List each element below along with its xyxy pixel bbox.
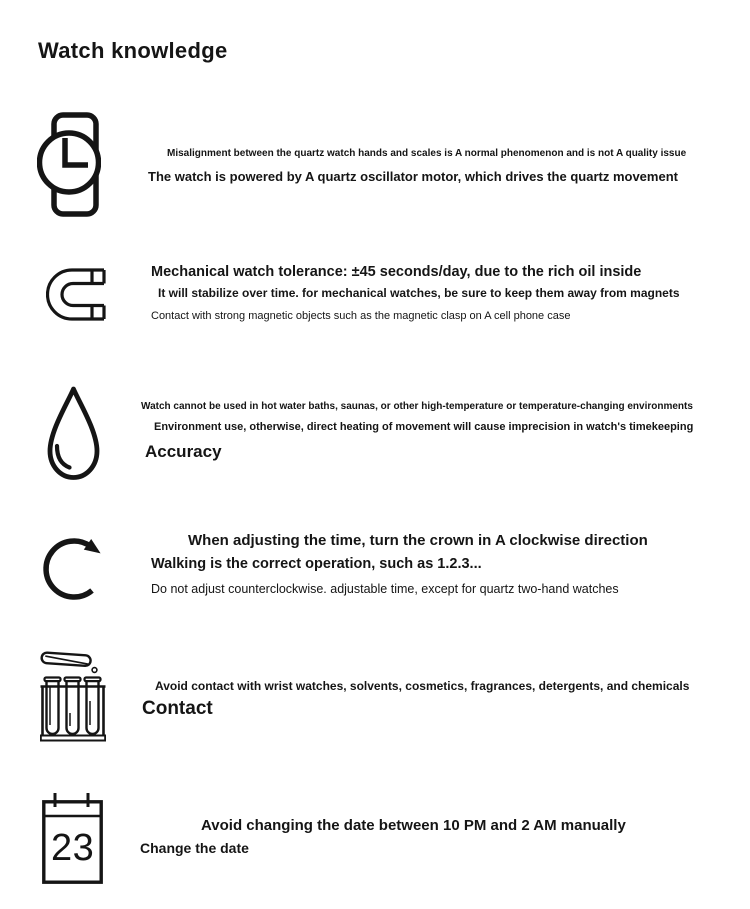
wristwatch-icon (37, 112, 101, 217)
quartz-power-note: The watch is powered by A quartz oscillator motor, which drives the quartz movement (148, 169, 678, 184)
crown-clockwise-note: When adjusting the time, turn the crown in A clockwise direction (188, 532, 648, 549)
magnet-contact-note: Contact with strong magnetic objects such as the magnetic clasp on A cell phone case (151, 310, 571, 322)
water-drop-icon (44, 385, 103, 484)
quartz-misalignment-note: Misalignment between the quartz watch hands and scales is A normal phenomenon and is not A quality issue (167, 148, 687, 159)
crown-counterclockwise-note: Do not adjust counterclockwise. adjustable time, except for quartz two-hand watches (151, 582, 619, 596)
calendar-day-number: 23 (51, 827, 95, 869)
magnet-icon (46, 266, 108, 323)
temperature-environment-note: Environment use, otherwise, direct heating of movement will cause imprecision in watch's timekeeping (154, 421, 694, 433)
contact-heading: Contact (142, 698, 213, 719)
crown-walking-note: Walking is the correct operation, such as 1.2.3... (151, 556, 482, 572)
magnet-stabilize-note: It will stabilize over time. for mechanical watches, be sure to keep them away from magnets (158, 286, 680, 300)
accuracy-heading: Accuracy (145, 442, 222, 461)
date-avoid-note: Avoid changing the date between 10 PM and 2 AM manually (201, 817, 626, 834)
test-tubes-icon (40, 650, 106, 742)
change-date-heading: Change the date (140, 840, 249, 856)
temperature-warning-note: Watch cannot be used in hot water baths, saunas, or other high-temperature or temperature-changing environments (141, 401, 693, 412)
page-title: Watch knowledge (38, 38, 228, 63)
chemical-avoid-note: Avoid contact with wrist watches, solvents, cosmetics, fragrances, detergents, and chemicals (155, 679, 690, 693)
clockwise-arrow-icon (40, 527, 112, 607)
magnet-tolerance-note: Mechanical watch tolerance: ±45 seconds/day, due to the rich oil inside (151, 264, 642, 280)
